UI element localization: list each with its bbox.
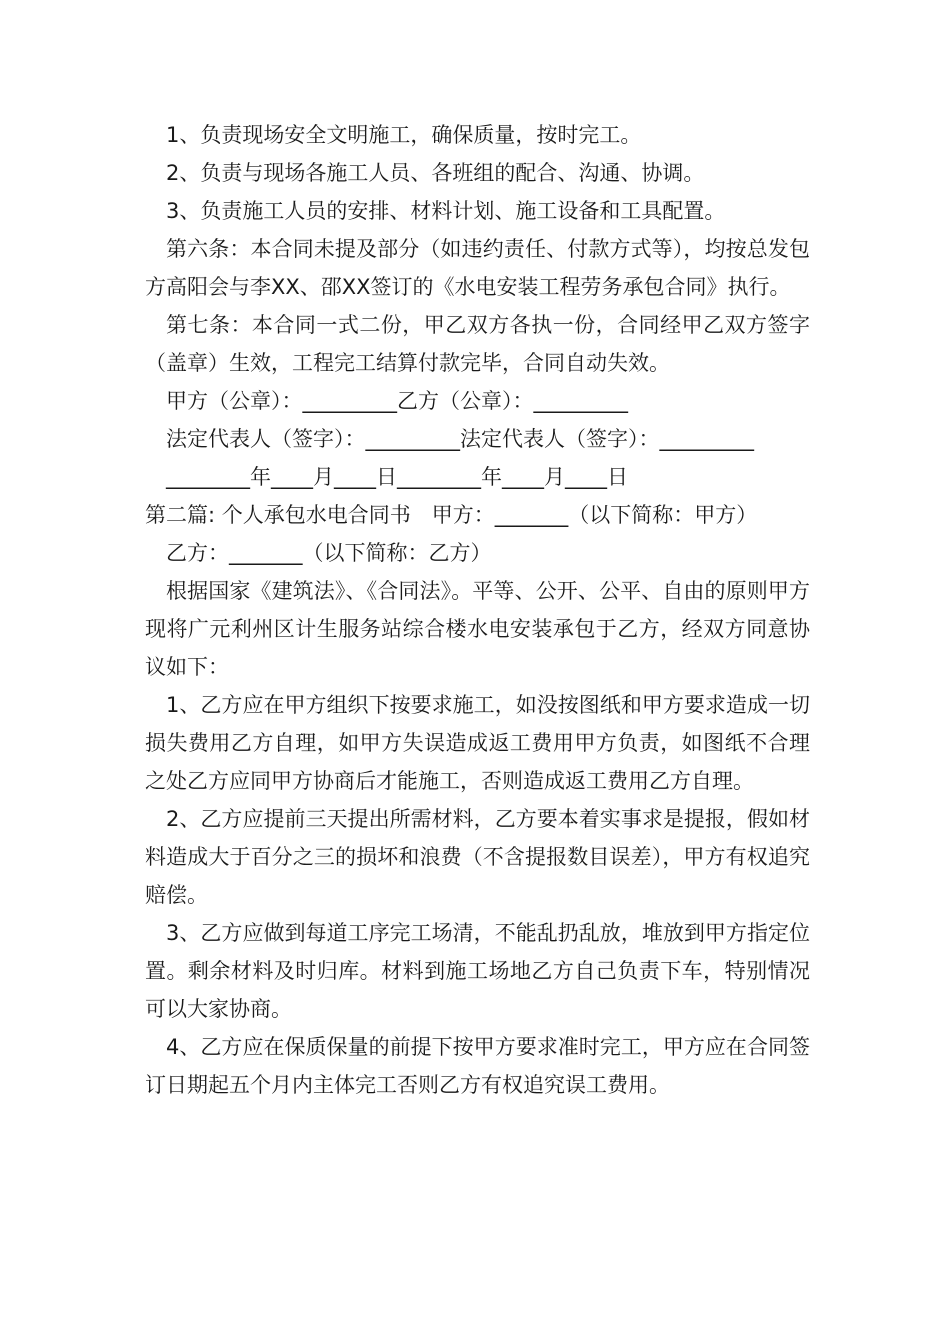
section-heading-part-2: 第二篇: 个人承包水电合同书 甲方：_______（以下简称：甲方） [145,503,758,527]
paragraph-article-7: 第七条：本合同一式二份，甲乙双方各执一份，合同经甲乙双方签字（盖章）生效，工程完工结算付款完毕，合同自动失效。 [145,313,810,375]
party-b-line: 乙方：_______（以下简称：乙方） [166,541,492,565]
paragraph-clause-1: 1、乙方应在甲方组织下按要求施工，如没按图纸和甲方要求造成一切损失费用乙方自理，如甲方失误造成返工费用甲方负责，如图纸不合理之处乙方应同甲方协商后才能施工，否则造成返工费用乙方自理。 [145,693,810,793]
paragraph-duty-1: 1、负责现场安全文明施工，确保质量，按时完工。 [166,123,642,147]
signature-representative-line: 法定代表人（签字）：_________法定代表人（签字）：_________ [166,427,754,451]
signature-date-line: ________年____月____日________年____月____日 [166,465,628,489]
signature-seal-line: 甲方（公章）：_________乙方（公章）：_________ [166,389,628,413]
paragraph-preamble: 根据国家《建筑法》、《合同法》。平等、公开、公平、自由的原则甲方现将广元利州区计生服务站综合楼水电安装承包于乙方，经双方同意协议如下： [145,579,810,679]
paragraph-duty-2: 2、负责与现场各施工人员、各班组的配合、沟通、协调。 [166,161,705,185]
paragraph-duty-3: 3、负责施工人员的安排、材料计划、施工设备和工具配置。 [166,199,726,223]
paragraph-clause-3: 3、乙方应做到每道工序完工场清，不能乱扔乱放，堆放到甲方指定位置。剩余材料及时归库。材料到施工场地乙方自己负责下车，特别情况可以大家协商。 [145,921,810,1021]
paragraph-clause-4: 4、乙方应在保质保量的前提下按甲方要求准时完工，甲方应在合同签订日期起五个月内主体完工否则乙方有权追究误工费用。 [145,1035,810,1097]
paragraph-article-6: 第六条：本合同未提及部分（如违约责任、付款方式等），均按总发包方高阳会与李XX、邵XX签订的《水电安装工程劳务承包合同》执行。 [145,237,810,299]
document-body [145,116,810,1104]
paragraph-clause-2: 2、乙方应提前三天提出所需材料，乙方要本着实事求是提报，假如材料造成大于百分之三的损坏和浪费（不含提报数目误差），甲方有权追究赔偿。 [145,807,810,907]
